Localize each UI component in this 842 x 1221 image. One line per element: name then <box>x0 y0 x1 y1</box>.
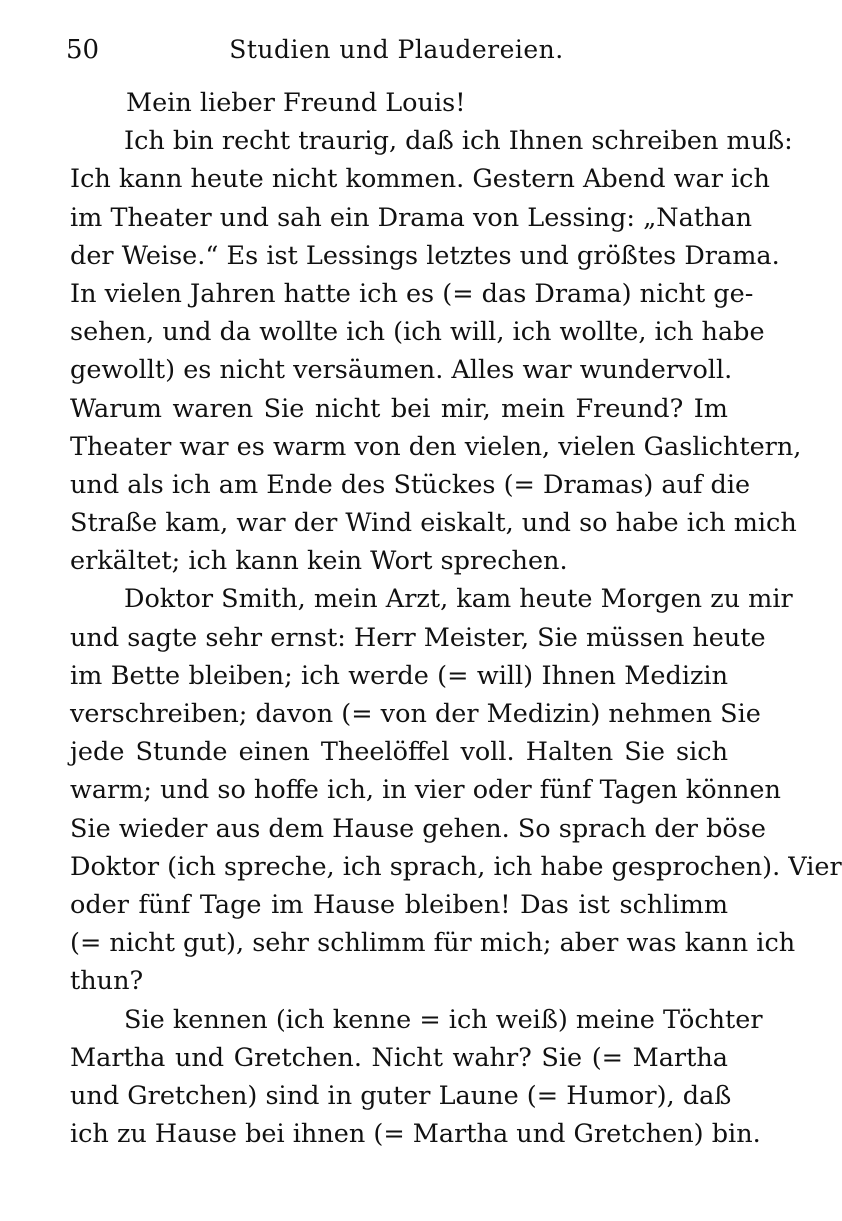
paragraph-line: Sie wieder aus dem Hause gehen. So sprach der böse <box>70 813 766 844</box>
paragraph-line: In vielen Jahren hatte ich es (= das Drama) nicht ge- <box>70 278 754 309</box>
paragraph-line: sehen, und da wollte ich (ich will, ich wollte, ich habe <box>70 317 765 348</box>
paragraph-line: (= nicht gut), sehr schlimm für mich; aber was kann ich <box>70 928 796 959</box>
paragraph-line: jede Stunde einen Theelöffel voll. Halten Sie sich <box>70 737 728 768</box>
running-title: Studien und Plaudereien. <box>229 35 564 64</box>
paragraph-line: Sie kennen (ich kenne = ich weiß) meine Töchter <box>124 1004 763 1035</box>
page-header <box>0 30 793 70</box>
paragraph-line: ich zu Hause bei ihnen (= Martha und Gretchen) bin. <box>70 1119 761 1150</box>
paragraph-line: thun? <box>70 966 144 997</box>
paragraph-line: Doktor Smith, mein Arzt, kam heute Morgen zu mir <box>124 584 793 615</box>
paragraph-line: Martha und Gretchen. Nicht wahr? Sie (= Martha <box>70 1042 728 1073</box>
paragraph-line: verschreiben; davon (= von der Medizin) nehmen Sie <box>70 699 761 729</box>
paragraph-line: und Gretchen) sind in guter Laune (= Humor), daß <box>70 1080 732 1111</box>
paragraph-line: Ich kann heute nicht kommen. Gestern Abend war ich <box>70 164 770 195</box>
page-number: 50 <box>66 35 100 65</box>
salutation-line: Mein lieber Freund Louis! <box>126 88 466 118</box>
paragraph-line: Straße kam, war der Wind eiskalt, und so habe ich mich <box>70 508 797 539</box>
paragraph-line: der Weise.“ Es ist Lessings letztes und größtes Drama. <box>70 240 780 271</box>
paragraph-line: Theater war es warm von den vielen, vielen Gaslichtern, <box>70 431 802 462</box>
paragraph-line: oder fünf Tage im Hause bleiben! Das ist schlimm <box>70 889 728 920</box>
paragraph-line: und als ich am Ende des Stückes (= Dramas) auf die <box>70 469 751 500</box>
paragraph-line: im Theater und sah ein Drama von Lessing: „Nathan <box>70 202 753 233</box>
paragraph-line: Doktor (ich spreche, ich sprach, ich habe gesprochen). Vier <box>70 851 842 882</box>
paragraph-line: im Bette bleiben; ich werde (= will) Ihnen Medizin <box>70 660 728 691</box>
paragraph-line: erkältet; ich kann kein Wort sprechen. <box>70 546 568 577</box>
paragraph-line: warm; und so hoffe ich, in vier oder fünf Tagen können <box>70 775 781 806</box>
paragraph-line: gewollt) es nicht versäumen. Alles war wundervoll. <box>70 355 733 386</box>
paragraph-line: Warum waren Sie nicht bei mir, mein Freund? Im <box>70 393 728 424</box>
paragraph-line: Ich bin recht traurig, daß ich Ihnen schreiben muß: <box>124 126 793 157</box>
letter-text <box>70 84 842 1153</box>
paragraph-line: und sagte sehr ernst: Herr Meister, Sie müssen heute <box>70 622 766 653</box>
